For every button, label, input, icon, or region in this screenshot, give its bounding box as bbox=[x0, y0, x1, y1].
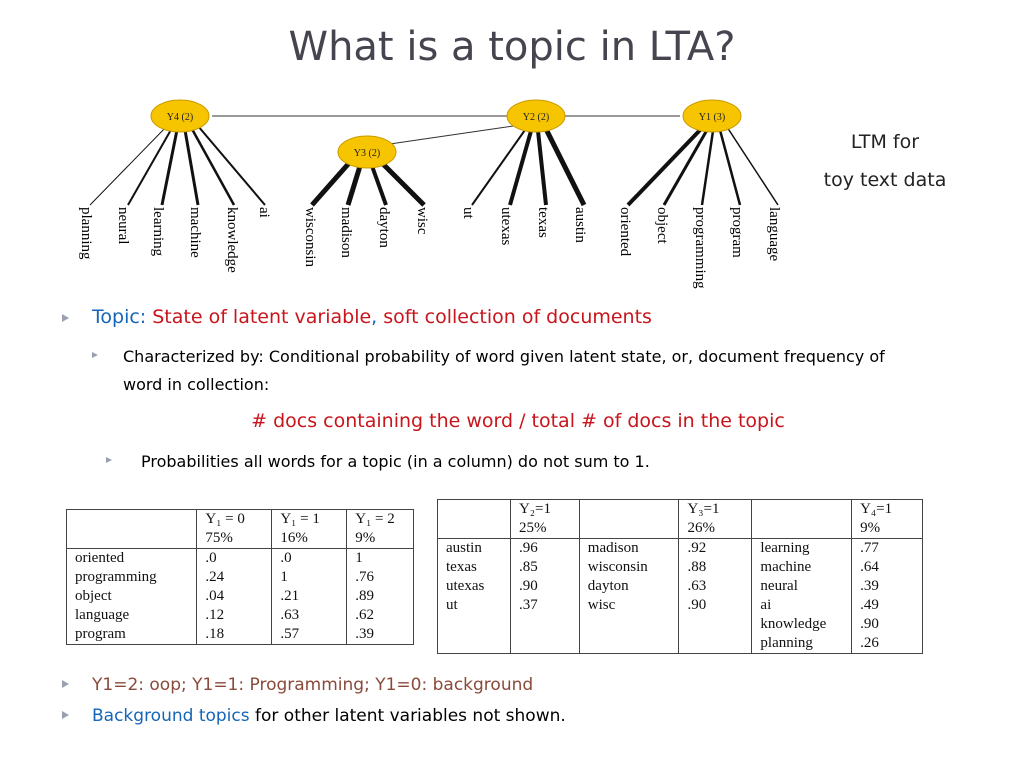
leaf-word-dayton: dayton bbox=[376, 207, 392, 248]
table1-corner bbox=[67, 510, 197, 549]
leaf-word-madison: madison bbox=[338, 207, 354, 258]
table2-values-y4: .77 .64 .39 .49 .90 .26 bbox=[852, 539, 923, 654]
slide-title: What is a topic in LTA? bbox=[288, 24, 736, 70]
table1-header-y1-0: Y₁ = 0 75% bbox=[197, 510, 272, 549]
topic-sep: , bbox=[371, 306, 384, 328]
svg-text:Y1 (3): Y1 (3) bbox=[698, 112, 726, 123]
y2-edges bbox=[472, 129, 584, 205]
table1-header-y1-2: Y₁ = 2 9% bbox=[347, 510, 414, 549]
leaf-word-knowledge: knowledge bbox=[224, 207, 240, 273]
latent-node-y3 bbox=[338, 136, 396, 168]
leaf-word-language: language bbox=[766, 207, 782, 262]
bullet-marker bbox=[92, 352, 98, 358]
leaf-word-ut: ut bbox=[460, 207, 476, 219]
leaf-word-utexas: utexas bbox=[498, 207, 514, 246]
table2-corner-y2 bbox=[438, 500, 511, 539]
table2-values-y2: .96 .85 .90 .37 bbox=[510, 539, 579, 654]
table1-values-y1-2: 1 .76 .89 .62 .39 bbox=[347, 549, 414, 645]
side-note-line-1: LTM for bbox=[850, 131, 920, 153]
characterized-line-2: word in collection: bbox=[123, 375, 270, 394]
latent-node-y2 bbox=[507, 100, 565, 132]
table2-corner-y3 bbox=[579, 500, 679, 539]
table1-values-y1-0: .0 .24 .04 .12 .18 bbox=[197, 549, 272, 645]
bullet-background-topics bbox=[92, 702, 566, 730]
leaf-word-object: object bbox=[654, 207, 670, 244]
table2-words-y2: austin texas utexas ut bbox=[438, 539, 511, 654]
leaf-word-wisconsin: wisconsin bbox=[302, 207, 318, 267]
bullet-probabilities: Probabilities all words for a topic (in a column) do not sum to 1. bbox=[141, 452, 650, 471]
leaf-word-learning: learning bbox=[150, 207, 166, 257]
table2-header-y2: Y₂=1 25% bbox=[510, 500, 579, 539]
table1-values-y1-1: .0 1 .21 .63 .57 bbox=[272, 549, 347, 645]
latent-tree-diagram bbox=[0, 0, 1024, 310]
table2-header-y4: Y₄=1 9% bbox=[852, 500, 923, 539]
bullet-marker bbox=[62, 314, 69, 322]
edge-y2-y3 bbox=[383, 125, 520, 145]
bullet-marker bbox=[62, 680, 69, 688]
leaf-word-austin: austin bbox=[572, 207, 588, 243]
latent-node-y1 bbox=[683, 100, 741, 132]
leaf-word-planning: planning bbox=[78, 207, 94, 260]
bullet-marker bbox=[106, 457, 112, 463]
y4-edges bbox=[90, 125, 265, 205]
bullet-marker bbox=[62, 711, 69, 719]
y1-edges bbox=[628, 127, 778, 205]
bullet-characterized bbox=[123, 343, 963, 399]
background-topics-rest: for other latent variables not shown. bbox=[249, 706, 566, 726]
leaf-word-texas: texas bbox=[535, 207, 551, 238]
side-note-line-2: toy text data bbox=[823, 169, 947, 191]
table1-word-column: oriented programming object language program bbox=[67, 549, 197, 645]
table2-header-y3: Y₃=1 26% bbox=[679, 500, 752, 539]
formula-text: # docs containing the word / total # of docs in the topic bbox=[251, 410, 785, 432]
topic-def-1: State of latent variable bbox=[152, 306, 372, 328]
leaf-word-ai: ai bbox=[256, 207, 272, 218]
bullet-topic bbox=[92, 306, 652, 328]
leaf-word-programming: programming bbox=[692, 207, 708, 289]
svg-text:Y3 (2): Y3 (2) bbox=[353, 148, 381, 159]
svg-text:Y2 (2): Y2 (2) bbox=[522, 112, 550, 123]
table-y2-y3-y4-probabilities bbox=[437, 499, 923, 654]
leaf-word-program: program bbox=[729, 207, 745, 258]
leaf-word-wisc: wisc bbox=[414, 207, 430, 235]
topic-def-2: soft collection of documents bbox=[383, 306, 652, 328]
svg-text:Y4 (2): Y4 (2) bbox=[166, 112, 194, 123]
table2-words-y4: learning machine neural ai knowledge planning bbox=[752, 539, 852, 654]
table-y1-probabilities bbox=[66, 509, 414, 645]
bullet-y1-interpretation: Y1=2: oop; Y1=1: Programming; Y1=0: background bbox=[92, 675, 534, 695]
characterized-line-1: Characterized by: Conditional probability of word given latent state, or, document frequency of bbox=[123, 347, 885, 366]
leaf-word-oriented: oriented bbox=[617, 207, 633, 257]
table2-values-y3: .92 .88 .63 .90 bbox=[679, 539, 752, 654]
table2-corner-y4 bbox=[752, 500, 852, 539]
latent-node-y4 bbox=[151, 100, 209, 132]
leaf-word-neural: neural bbox=[115, 207, 131, 245]
background-topics-label: Background topics bbox=[92, 706, 250, 726]
table2-words-y3: madison wisconsin dayton wisc bbox=[579, 539, 679, 654]
leaf-word-machine: machine bbox=[187, 207, 203, 258]
table1-header-y1-1: Y₁ = 1 16% bbox=[272, 510, 347, 549]
topic-label: Topic: bbox=[92, 306, 153, 328]
